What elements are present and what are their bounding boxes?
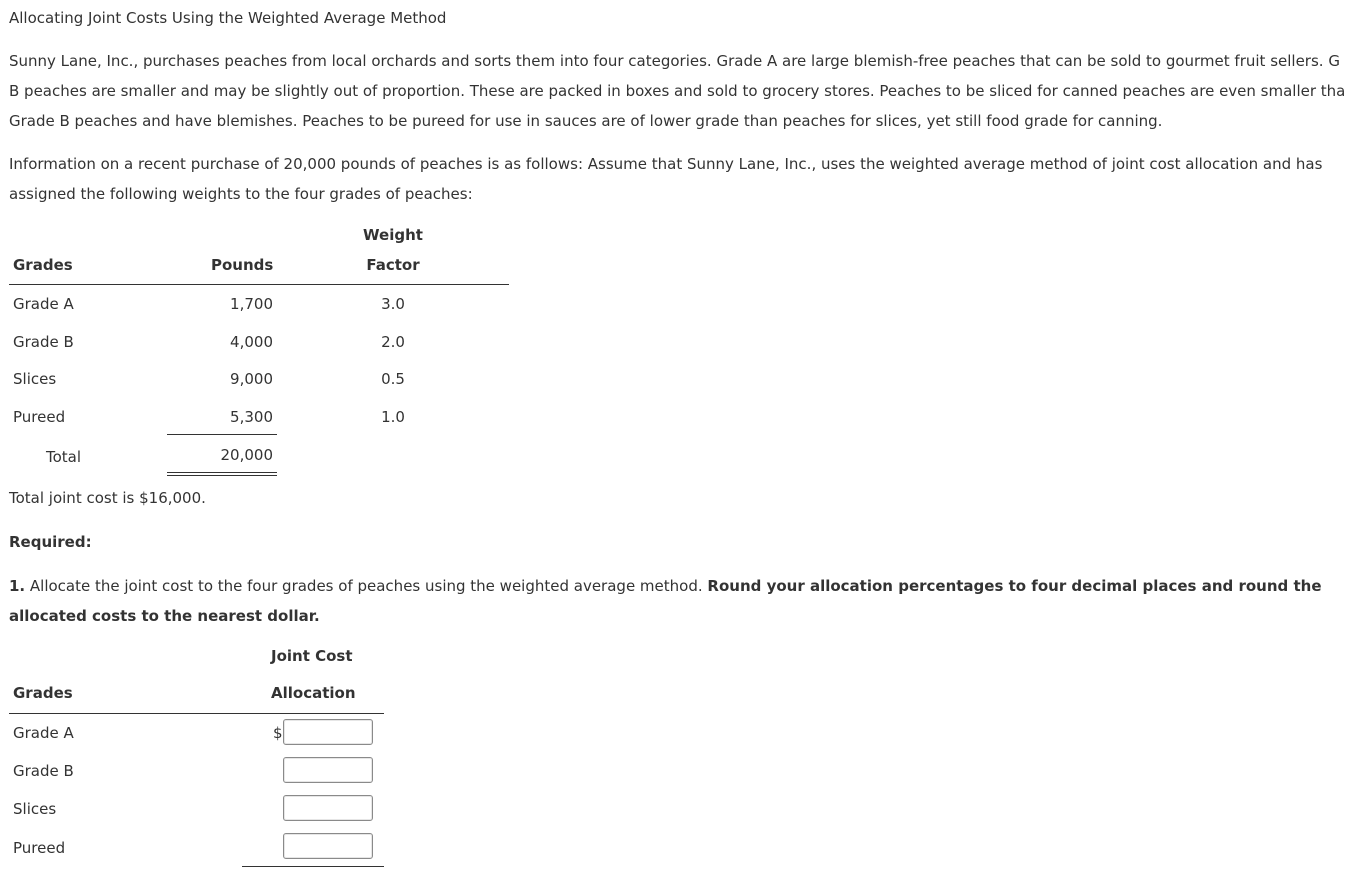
pounds-value: 9,000: [230, 370, 273, 388]
joint-cost-header-line1: Joint Cost: [271, 647, 353, 665]
question-text: Allocate the joint cost to the four grades of peaches using the weighted average method.: [25, 577, 708, 595]
question-line-1: [9, 571, 1322, 601]
grade-label: Slices: [13, 800, 57, 818]
grade-label: Grade B: [13, 762, 74, 780]
page-title: Allocating Joint Costs Using the Weighted Average Method: [9, 9, 447, 27]
question-instruction-2: allocated costs to the nearest dollar.: [9, 607, 320, 625]
grade-label: Grade A: [13, 724, 74, 742]
pounds-header: Pounds: [211, 256, 274, 274]
dollar-sign: $: [273, 724, 283, 742]
weight-factor-value: 3.0: [381, 295, 405, 313]
grade-label: Slices: [13, 370, 57, 388]
question-instruction-1: Round your allocation percentages to four decimal places and round the: [707, 577, 1322, 595]
info-line-2: assigned the following weights to the four grades of peaches:: [9, 185, 473, 203]
grade-label: Grade A: [13, 295, 74, 313]
table1-header-rule: [9, 284, 509, 285]
grade-a-allocation-input[interactable]: [283, 719, 373, 745]
allocation-subtotal-rule: [242, 866, 384, 867]
total-pounds-value: 20,000: [220, 446, 273, 464]
pounds-value: 4,000: [230, 333, 273, 351]
weight-factor-value: 2.0: [381, 333, 405, 351]
weight-factor-value: 0.5: [381, 370, 405, 388]
grade-label: Pureed: [13, 408, 66, 426]
intro-line-2: B peaches are smaller and may be slightly out of proportion. These are packed in boxes and sold to grocery stores. Peaches to be sliced for canned peaches are even smaller tha: [9, 82, 1346, 100]
info-line-1: Information on a recent purchase of 20,000 pounds of peaches is as follows: Assume that Sunny Lane, Inc., uses the weighted average method of joint cost allocation and has: [9, 155, 1323, 173]
pounds-value: 5,300: [230, 408, 273, 426]
pounds-value: 1,700: [230, 295, 273, 313]
grades-header: Grades: [13, 256, 73, 274]
grade-label: Grade B: [13, 333, 74, 351]
subtotal-rule: [167, 434, 277, 435]
weight-header-line2: Factor: [366, 256, 420, 274]
total-double-rule: [167, 472, 277, 476]
slices-allocation-input[interactable]: [283, 795, 373, 821]
weight-header-line1: Weight: [363, 226, 423, 244]
required-label: Required:: [9, 533, 92, 551]
question-number: 1.: [9, 577, 26, 595]
grade-label: Pureed: [13, 839, 66, 857]
intro-line-3: Grade B peaches and have blemishes. Peaches to be pureed for use in sauces are of lower grade than peaches for slices, yet still food grade for canning.: [9, 112, 1163, 130]
weight-factor-value: 1.0: [381, 408, 405, 426]
joint-cost-header-line2: Allocation: [271, 684, 356, 702]
joint-cost-text: Total joint cost is $16,000.: [9, 489, 206, 507]
pureed-allocation-input[interactable]: [283, 833, 373, 859]
grades-header: Grades: [13, 684, 73, 702]
total-label: Total: [46, 448, 82, 466]
grade-b-allocation-input[interactable]: [283, 757, 373, 783]
intro-line-1: Sunny Lane, Inc., purchases peaches from local orchards and sorts them into four categories. Grade A are large blemish-free peaches that can be sold to gourmet fruit sellers. G: [9, 52, 1340, 70]
table2-header-rule: [9, 713, 384, 714]
